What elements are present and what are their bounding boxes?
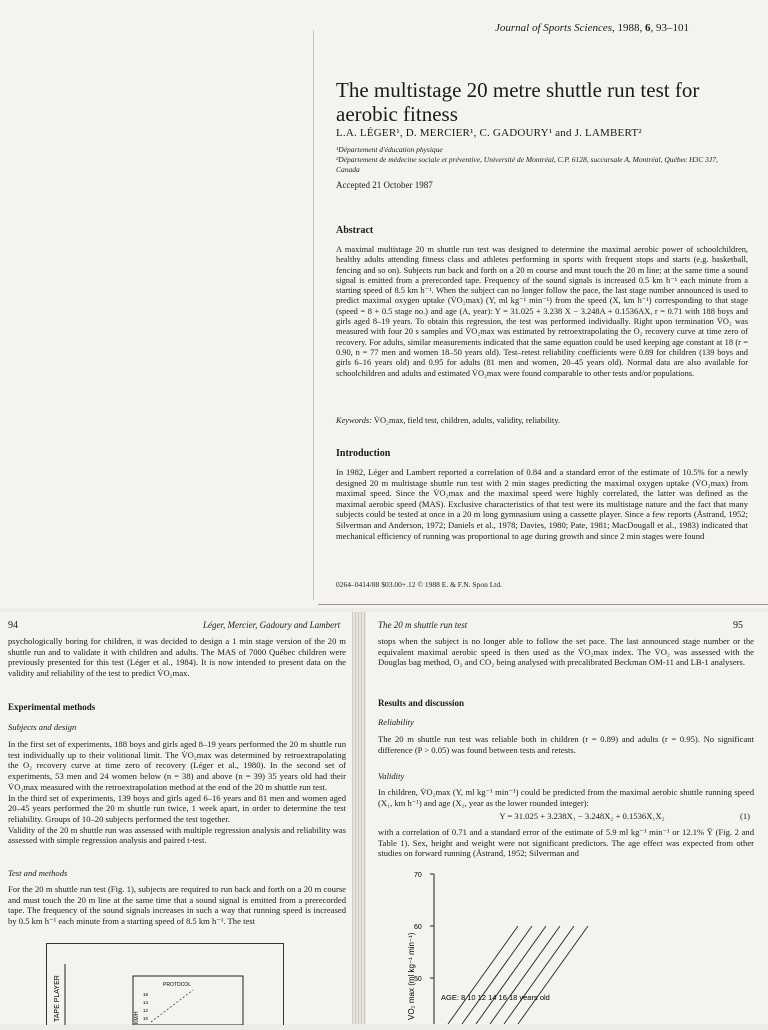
series-line-age-8	[448, 926, 518, 1024]
section-heading: Results and discussion	[378, 698, 465, 708]
protocol-tick: 16	[143, 992, 149, 997]
equation: Y = 31.025 + 3.238X₁ − 3.248X₂ + 0.1536X₁X₂	[499, 811, 665, 821]
article-title: The multistage 20 metre shuttle run test for aerobic fitness	[336, 78, 700, 126]
figure-1-drawing	[47, 944, 283, 1025]
keywords-list: V̇O₂max, field test, children, adults, validity, reliability.	[371, 416, 560, 425]
series-line-age-12	[476, 926, 546, 1024]
paragraph: In children, V̇O₂max (Y, ml kg⁻¹ min⁻¹) could be predicted from the maximal aerobic shuttle running speed (X₁, km h⁻¹) and age (X₂, year as the lower rounded integer):	[378, 787, 754, 808]
y-tick-label: 50	[414, 976, 422, 983]
subsection-heading: Subjects and design	[8, 722, 77, 732]
figure-2	[400, 860, 740, 1024]
tape-player-label: TAPE PLAYER	[54, 975, 61, 1022]
y-ticks	[414, 872, 434, 983]
series-lines	[448, 926, 588, 1024]
abstract-text: A maximal multistage 20 m shuttle run test was designed to determine the maximal aerobic power of schoolchildren, healthy adults attending fitness class and athletes performing in sports with frequent stops and starts (e.g. basketball, fencing and so on). Subjects run back and forth on a 20 m course and must touch the 20 m line; at the same time a sound signal is emitted from a prerecorded tape. Frequency of the sound signals is increased 0.5 km h⁻¹ each minute from a starting speed of 8.5 km h⁻¹. When the subject can no longer follow the pace, the last stage number announced is used to predict maximal oxygen uptake (V̇O₂max) (Y, ml kg⁻¹ min⁻¹) from the speed (X, km h⁻¹) corresponding to that stage (speed = 8 + 0.5 stage no.) and age (A, year): Y = 31.025 + 3.238 X − 3.248A + 0.1536AX, r = 0.71 with 188 boys and girls aged 8–19 years. To obtain this regression, the test was performed individually. Right upon termination V̇O₂ was measured with four 20 s samples and V̇O₂max was estimated by retroextrapolating the O₂ recovery curve at time zero of recovery. For adults, similar measurements indicated that the same equation could be used keeping age constant at 18 (r = 0.90, n = 77 men and women 18–50 years old). Test–retest reliability coefficients were 0.89 for children (139 boys and girls 6–16 years old) and 0.95 for adults (81 men and women, 20–45 years old). Normal data are also available for schoolchildren and adults and estimated V̇O₂max were found comparable to other tests and/or populations.	[336, 245, 748, 378]
page-number: 94	[8, 620, 18, 631]
figure-1	[46, 943, 284, 1025]
series-line-age-14	[490, 926, 560, 1024]
footer-rule	[318, 604, 768, 605]
subsection-heading: Validity	[378, 771, 405, 781]
page-number: 95	[733, 620, 743, 631]
section-heading: Experimental methods	[8, 702, 96, 712]
journal-citation: Journal of Sports Sciences, 1988, 6, 93–101	[495, 22, 690, 34]
paragraph: In the first set of experiments, 188 boys and girls aged 8–19 years performed the 20 m shuttle run test individually up to their volitional limit. The V̇O₂max was determined by retroextrapolating the O₂ recovery curve at time zero of recovery (Léger et al., 1980). In the second set of experiments, 53 men and 24 women below (n = 38) and above (n = 39) 35 years old had their V̇O₂max measured with the retroextrapolation method at the end of the 20 m shuttle run test. In the third set of experiments, 139 boys and girls aged 6–16 years and 81 men and women aged 20–45 years performed the 20 m shuttle run twice, 1 week apart, in order to determine the test reliability. Groups of 10–20 subjects performed the test together. Validity of the 20 m shuttle run was assessed with multiple regression analysis and reliability was assessed with simple regression analysis and paired t-test.	[8, 739, 346, 846]
protocol-tick: 14	[143, 1000, 149, 1005]
affiliations	[336, 145, 736, 175]
running-head: Léger, Mercier, Gadoury and Lambert	[203, 620, 341, 630]
keywords-label: Keywords:	[336, 416, 372, 425]
y-tick-label: 60	[414, 924, 422, 931]
protocol-tick: 12	[143, 1008, 149, 1013]
paragraph: stops when the subject is no longer able to follow the set pace. The last announced stage number or the equivalent maximal aerobic speed is then used as the V̇O₂max index. The V̇O₂ was assessed with the Douglas bag method, O₂ and CO₂ being analysed with precalibrated Beckman OM-11 and LB-1 analysers.	[378, 636, 754, 668]
protocol-label: PROTOCOL	[163, 982, 191, 988]
keywords	[336, 416, 748, 426]
introduction-text: In 1982, Léger and Lambert reported a correlation of 0.84 and a standard error of the estimate of 10.5% for a newly designed 20 m multistage shuttle run test with 2 min stages predicting the maximal oxygen uptake (V̇O₂max) from maximal speed. Since the V̇O₂max and the maximal speed were highly correlated, the latter was defined as the maximal aerobic speed (MAS). Exclusive characteristics of that test were its multistage nature and the fact that many subjects could be tested at once in a 20 m long gymnasium using a cassette player. Since a few reports (Åstrand, 1952; Silverman and Anderson, 1972; Daniels et al., 1978; Davies, 1980; Pate, 1981; MacDougall et al., 1983) indicated that mechanical efficiency of running was proportional to age during growth and since 2 min stages were found	[336, 467, 748, 541]
age-annotation: AGE: 8 10 12 14 16 18 years old	[441, 993, 550, 1002]
speed-axis-label: KM/H	[134, 1011, 140, 1024]
issn-line: 0264–0414/88 $03.00+.12 © 1988 E. & F.N. Spon Ltd.	[336, 580, 502, 589]
series-line-age-18	[518, 926, 588, 1024]
y-axis-label: VO₂ max (ml kg⁻¹ min⁻¹)	[407, 932, 416, 1020]
book-gutter	[352, 612, 366, 1024]
paragraph: For the 20 m shuttle run test (Fig. 1), subjects are required to run back and forth on a 20 m course and must touch the 20 m line at the same time that a sound signal is emitted from a prerecorded tape. The frequency of the sound signals increases in such a way that running speed is increased by 0.5 km h⁻¹ each minute from a starting speed of 8.5 km h⁻¹. The test	[8, 884, 346, 927]
protocol-line	[151, 990, 193, 1022]
running-head: The 20 m shuttle run test	[378, 620, 468, 630]
affiliation-1: ¹Département d'éducation physique	[336, 145, 443, 154]
binding-rule	[313, 30, 314, 600]
affiliation-2: ²Département de médecine sociale et préventive, Université de Montréal, C.P. 6128, succursale A, Montréal, Québec H3C 3J7, Canada	[336, 155, 718, 174]
figure-2-chart	[400, 860, 740, 1024]
abstract-heading: Abstract	[336, 225, 374, 236]
paragraph: with a correlation of 0.71 and a standard error of the estimate of 5.9 ml kg⁻¹ min⁻¹ or 12.1% Ȳ (Fig. 2 and Table 1). Sex, height and weight were not significant predictors. The age effect was expected from other studies on forward running (Åstrand, 1952; Silverman and	[378, 827, 754, 859]
y-tick-label: 70	[414, 872, 422, 879]
series-line-age-10	[462, 926, 532, 1024]
paragraph: psychologically boring for children, it was decided to design a 1 min stage version of the 20 m shuttle run and to validate it with children and adults. The MAS of 7000 Québec children were previously presented for this test (Léger et al., 1984). It is now intended to present data on the validity and reliability of the test to predict V̇O₂max.	[8, 636, 346, 679]
subsection-heading: Test and methods	[8, 868, 68, 878]
author-list: L.A. LÉGER¹, D. MERCIER¹, C. GADOURY¹ and J. LAMBERT²	[336, 127, 642, 139]
paragraph: The 20 m shuttle run test was reliable both in children (r = 0.89) and adults (r = 0.95). No significant difference (P > 0.05) was found between tests and retests.	[378, 734, 754, 755]
series-line-age-16	[504, 926, 574, 1024]
accepted-date: Accepted 21 October 1987	[336, 180, 433, 190]
protocol-tick: 10	[143, 1016, 149, 1021]
subsection-heading: Reliability	[378, 717, 414, 727]
equation-number: (1)	[740, 811, 751, 821]
introduction-heading: Introduction	[336, 448, 391, 459]
